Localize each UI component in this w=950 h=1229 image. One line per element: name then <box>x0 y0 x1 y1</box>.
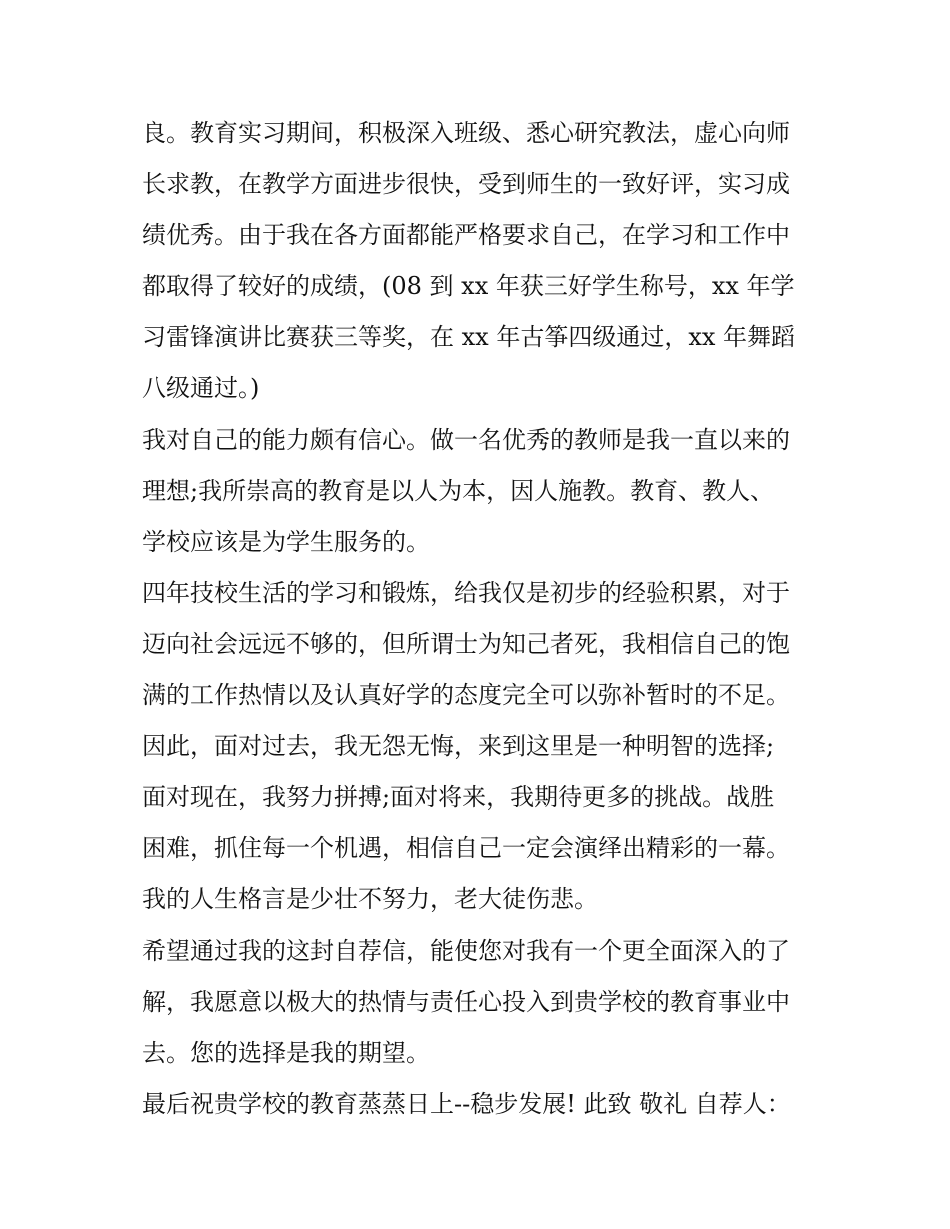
text-line: 去。您的选择是我的期望。 <box>142 1038 430 1067</box>
text-line: 困难，抓住每一个机遇，相信自己一定会演绎出精彩的一幕。 <box>142 834 790 863</box>
text-line: 我的人生格言是少壮不努力，老大徒伤悲。 <box>142 885 598 914</box>
text-line: 最后祝贵学校的教育蒸蒸日上--稳步发展! 此致 敬礼 自荐人： <box>142 1089 791 1118</box>
text-line: 学校应该是为学生服务的。 <box>142 527 430 556</box>
text-line: 因此，面对过去，我无怨无悔，来到这里是一种明智的选择; <box>142 732 775 761</box>
text-line: 绩优秀。由于我在各方面都能严格要求自己，在学习和工作中 <box>142 221 790 250</box>
text-line: 解，我愿意以极大的热情与责任心投入到贵学校的教育事业中 <box>142 987 790 1016</box>
text-line: 满的工作热情以及认真好学的态度完全可以弥补暂时的不足。 <box>142 681 790 710</box>
text-line: 理想;我所崇高的教育是以人为本，因人施教。教育、教人、 <box>142 476 775 505</box>
text-line: 我对自己的能力颇有信心。做一名优秀的教师是我一直以来的 <box>142 425 790 454</box>
text-line: 四年技校生活的学习和锻炼，给我仅是初步的经验积累，对于 <box>142 578 790 607</box>
text-line: 都取得了较好的成绩，(08 到 xx 年获三好学生称号，xx 年学 <box>142 272 795 301</box>
text-line: 八级通过。) <box>142 374 260 403</box>
text-line: 长求教，在教学方面进步很快，受到师生的一致好评，实习成 <box>142 170 790 199</box>
text-line: 良。教育实习期间，积极深入班级、悉心研究教法，虚心向师 <box>142 119 790 147</box>
text-line: 面对现在，我努力拼搏;面对将来，我期待更多的挑战。战胜 <box>142 783 775 812</box>
text-line: 习雷锋演讲比赛获三等奖，在 xx 年古筝四级通过，xx 年舞蹈 <box>142 323 796 352</box>
text-line: 迈向社会远远不够的，但所谓士为知己者死，我相信自己的饱 <box>142 629 790 658</box>
text-line: 希望通过我的这封自荐信，能使您对我有一个更全面深入的了 <box>142 936 790 965</box>
letter-body <box>142 108 822 1130</box>
